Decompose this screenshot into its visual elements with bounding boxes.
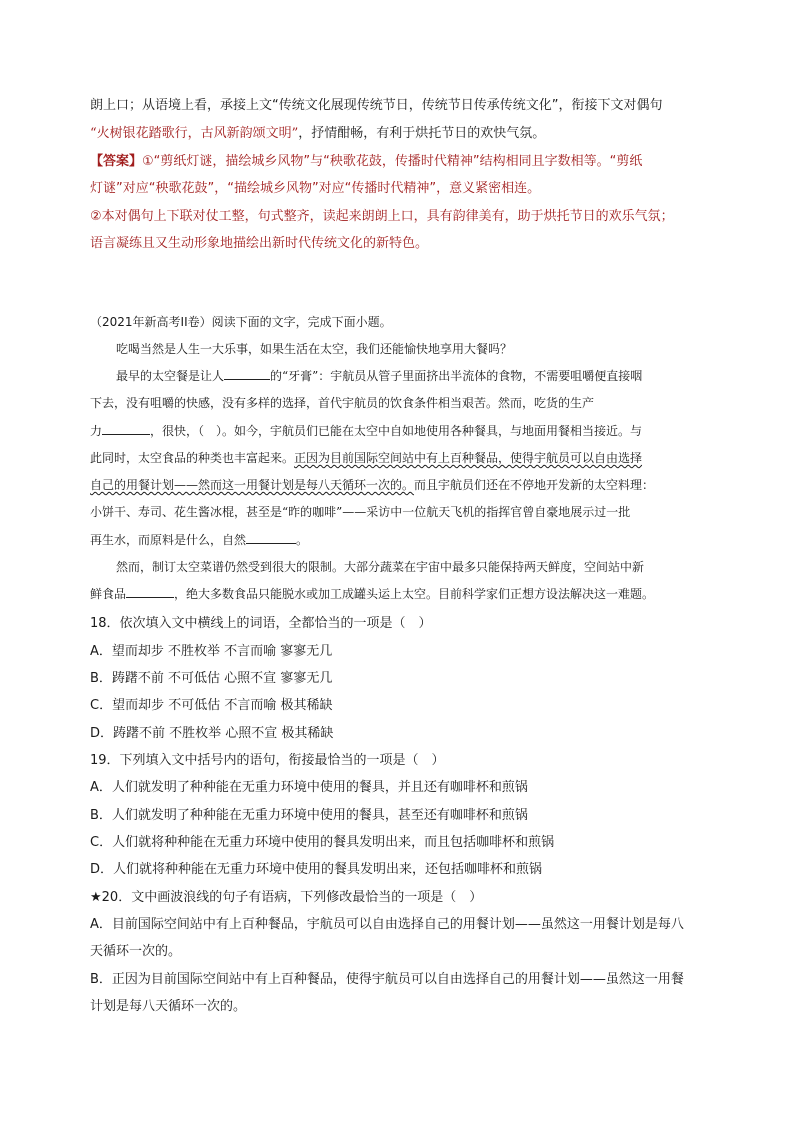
question-intro: （2021年新高考II卷）阅读下面的文字，完成下面小题。 — [90, 315, 392, 329]
q19-option-d[interactable]: D．人们就将种种能在无重力环境中使用的餐具发明出来，还包括咖啡杯和煎锅 — [90, 862, 543, 877]
passage-text: 的“牙膏”：宇航员从管子里面挤出半流体的食物，不需要咀嚼便直接咽 — [270, 369, 643, 383]
q20-option-b-line-2[interactable]: 计划是每八天循环一次的。 — [90, 999, 247, 1014]
q18-option-c[interactable]: C．望而却步 不可低估 不言而喻 极其稀缺 — [90, 698, 333, 713]
passage-text: 。 — [296, 533, 309, 547]
answer-p1-l1: ①“剪纸灯谜，描绘城乡风物”与“秧歌花鼓，传播时代精神”结构相同且字数相等。“剪纸 — [142, 154, 643, 169]
answer-p2-l2: 语言凝练且又生动形象地描绘出新时代传统文化的新特色。 — [90, 236, 429, 251]
passage-p2-line-5 — [90, 476, 730, 493]
passage-text: ，很快，（ ）。如今，宇航员们已能在太空中自如地使用各种餐具，与地面用餐相当接近。与 — [150, 424, 643, 438]
q18-option-a[interactable]: A．望而却步 不胜枚举 不言而喻 寥寥无几 — [90, 644, 333, 659]
passage-text: 鲜食品 — [90, 587, 127, 601]
analysis-line-1: 朗上口；从语境上看，承接上文“传统文化展现传统节日，传统节日传承传统文化”，衔接下文对偶句 — [90, 98, 663, 113]
passage-text: 此同时，太空食品的种类也丰富起来。 — [90, 451, 295, 465]
wavy-sentence-part-1: 正因为目前国际空间站中有上百种餐品，使得宇航员可以自由选择 — [294, 451, 643, 465]
passage-p2-line-6: 小饼干、寿司、花生酱冰棍，甚至是“昨的咖啡”——采访中一位航天飞机的指挥官曾自豪地展示过一批 — [90, 505, 631, 519]
analysis-quote: “火树银花踏歌行，古风新韵颂文明” — [90, 126, 299, 141]
passage-p1: 吃喝当然是人生一大乐事，如果生活在太空，我们还能愉快地享用大餐吗？ — [116, 342, 513, 356]
passage-text: 最早的太空餐是让人 — [116, 369, 225, 383]
wavy-sentence-part-2: 自己的用餐计划——然而这一用餐计划是每八天循环一次的。 — [90, 478, 415, 492]
q20-option-b-line-1[interactable]: B．正因为目前国际空间站中有上百种餐品，使得宇航员可以自由选择自己的用餐计划——虽然这一用餐 — [90, 972, 684, 987]
fill-blank-1 — [224, 378, 270, 380]
passage-text: ，绝大多数食品只能脱水或加工成罐头运上太空。目前科学家们正想方设法解决这一难题。 — [174, 587, 655, 601]
answer-p1-l2: 灯谜”对应“秧歌花鼓”，“描绘城乡风物”对应“传播时代精神”，意义紧密相连。 — [90, 181, 541, 196]
answer-p2-l1: ②本对偶句上下联对仗工整，句式整齐，读起来朗朗上口，具有韵律美有，助于烘托节日的欢乐气氛； — [90, 209, 674, 224]
analysis-line-2 — [90, 122, 730, 141]
q19-option-a[interactable]: A．人们就发明了种种能在无重力环境中使用的餐具，并且还有咖啡杯和煎锅 — [90, 780, 528, 795]
q19-option-c[interactable]: C．人们就将种种能在无重力环境中使用的餐具发明出来，而且包括咖啡杯和煎锅 — [90, 835, 555, 850]
passage-p2-line-7 — [90, 531, 730, 548]
passage-p2-line-2: 下去，没有咀嚼的快感，没有多样的选择，首代宇航员的饮食条件相当艰苦。然而，吃货的生产 — [90, 396, 595, 410]
answer-line-1 — [90, 150, 730, 169]
passage-p3-line-2 — [90, 585, 730, 602]
passage-text: 而且宇航员们还在不停地开发新的太空料理： — [414, 478, 655, 492]
q20-option-a-line-2[interactable]: 天循环一次的。 — [90, 944, 182, 959]
q18-stem: 18．依次填入文中横线上的词语，全都恰当的一项是（ ） — [90, 616, 432, 631]
passage-p3-line-1: 然而，制订太空菜谱仍然受到很大的限制。大部分蔬菜在宇宙中最多只能保持两天鲜度，空间站中新 — [116, 560, 645, 574]
q20-stem: ★20．文中画波浪线的句子有语病，下列修改最恰当的一项是（ ） — [90, 890, 483, 905]
q19-option-b[interactable]: B．人们就发明了种种能在无重力环境中使用的餐具，甚至还有咖啡杯和煎锅 — [90, 808, 528, 823]
fill-blank-4 — [126, 596, 174, 598]
passage-p2-line-1 — [116, 367, 642, 384]
fill-blank-3 — [246, 542, 296, 544]
passage-text: 力 — [90, 424, 103, 438]
q18-option-d[interactable]: D．踌躇不前 不胜枚举 心照不宣 极其稀缺 — [90, 726, 334, 741]
passage-p2-line-4 — [90, 449, 730, 466]
fill-blank-2 — [102, 433, 150, 435]
passage-p2-line-3 — [90, 422, 730, 439]
answer-tag: 【答案】 — [90, 154, 143, 169]
q18-option-b[interactable]: B．踌躇不前 不可低估 心照不宣 寥寥无几 — [90, 671, 333, 686]
q19-stem: 19．下列填入文中括号内的语句，衔接最恰当的一项是（ ） — [90, 753, 445, 768]
analysis-line-2-rest: ，抒情酣畅，有利于烘托节日的欢快气氛。 — [298, 126, 546, 141]
q20-option-a-line-1[interactable]: A．目前国际空间站中有上百种餐品，宇航员可以自由选择自己的用餐计划——虽然这一用餐计划是每八 — [90, 917, 684, 932]
passage-text: 再生水，而原料是什么，自然 — [90, 533, 247, 547]
